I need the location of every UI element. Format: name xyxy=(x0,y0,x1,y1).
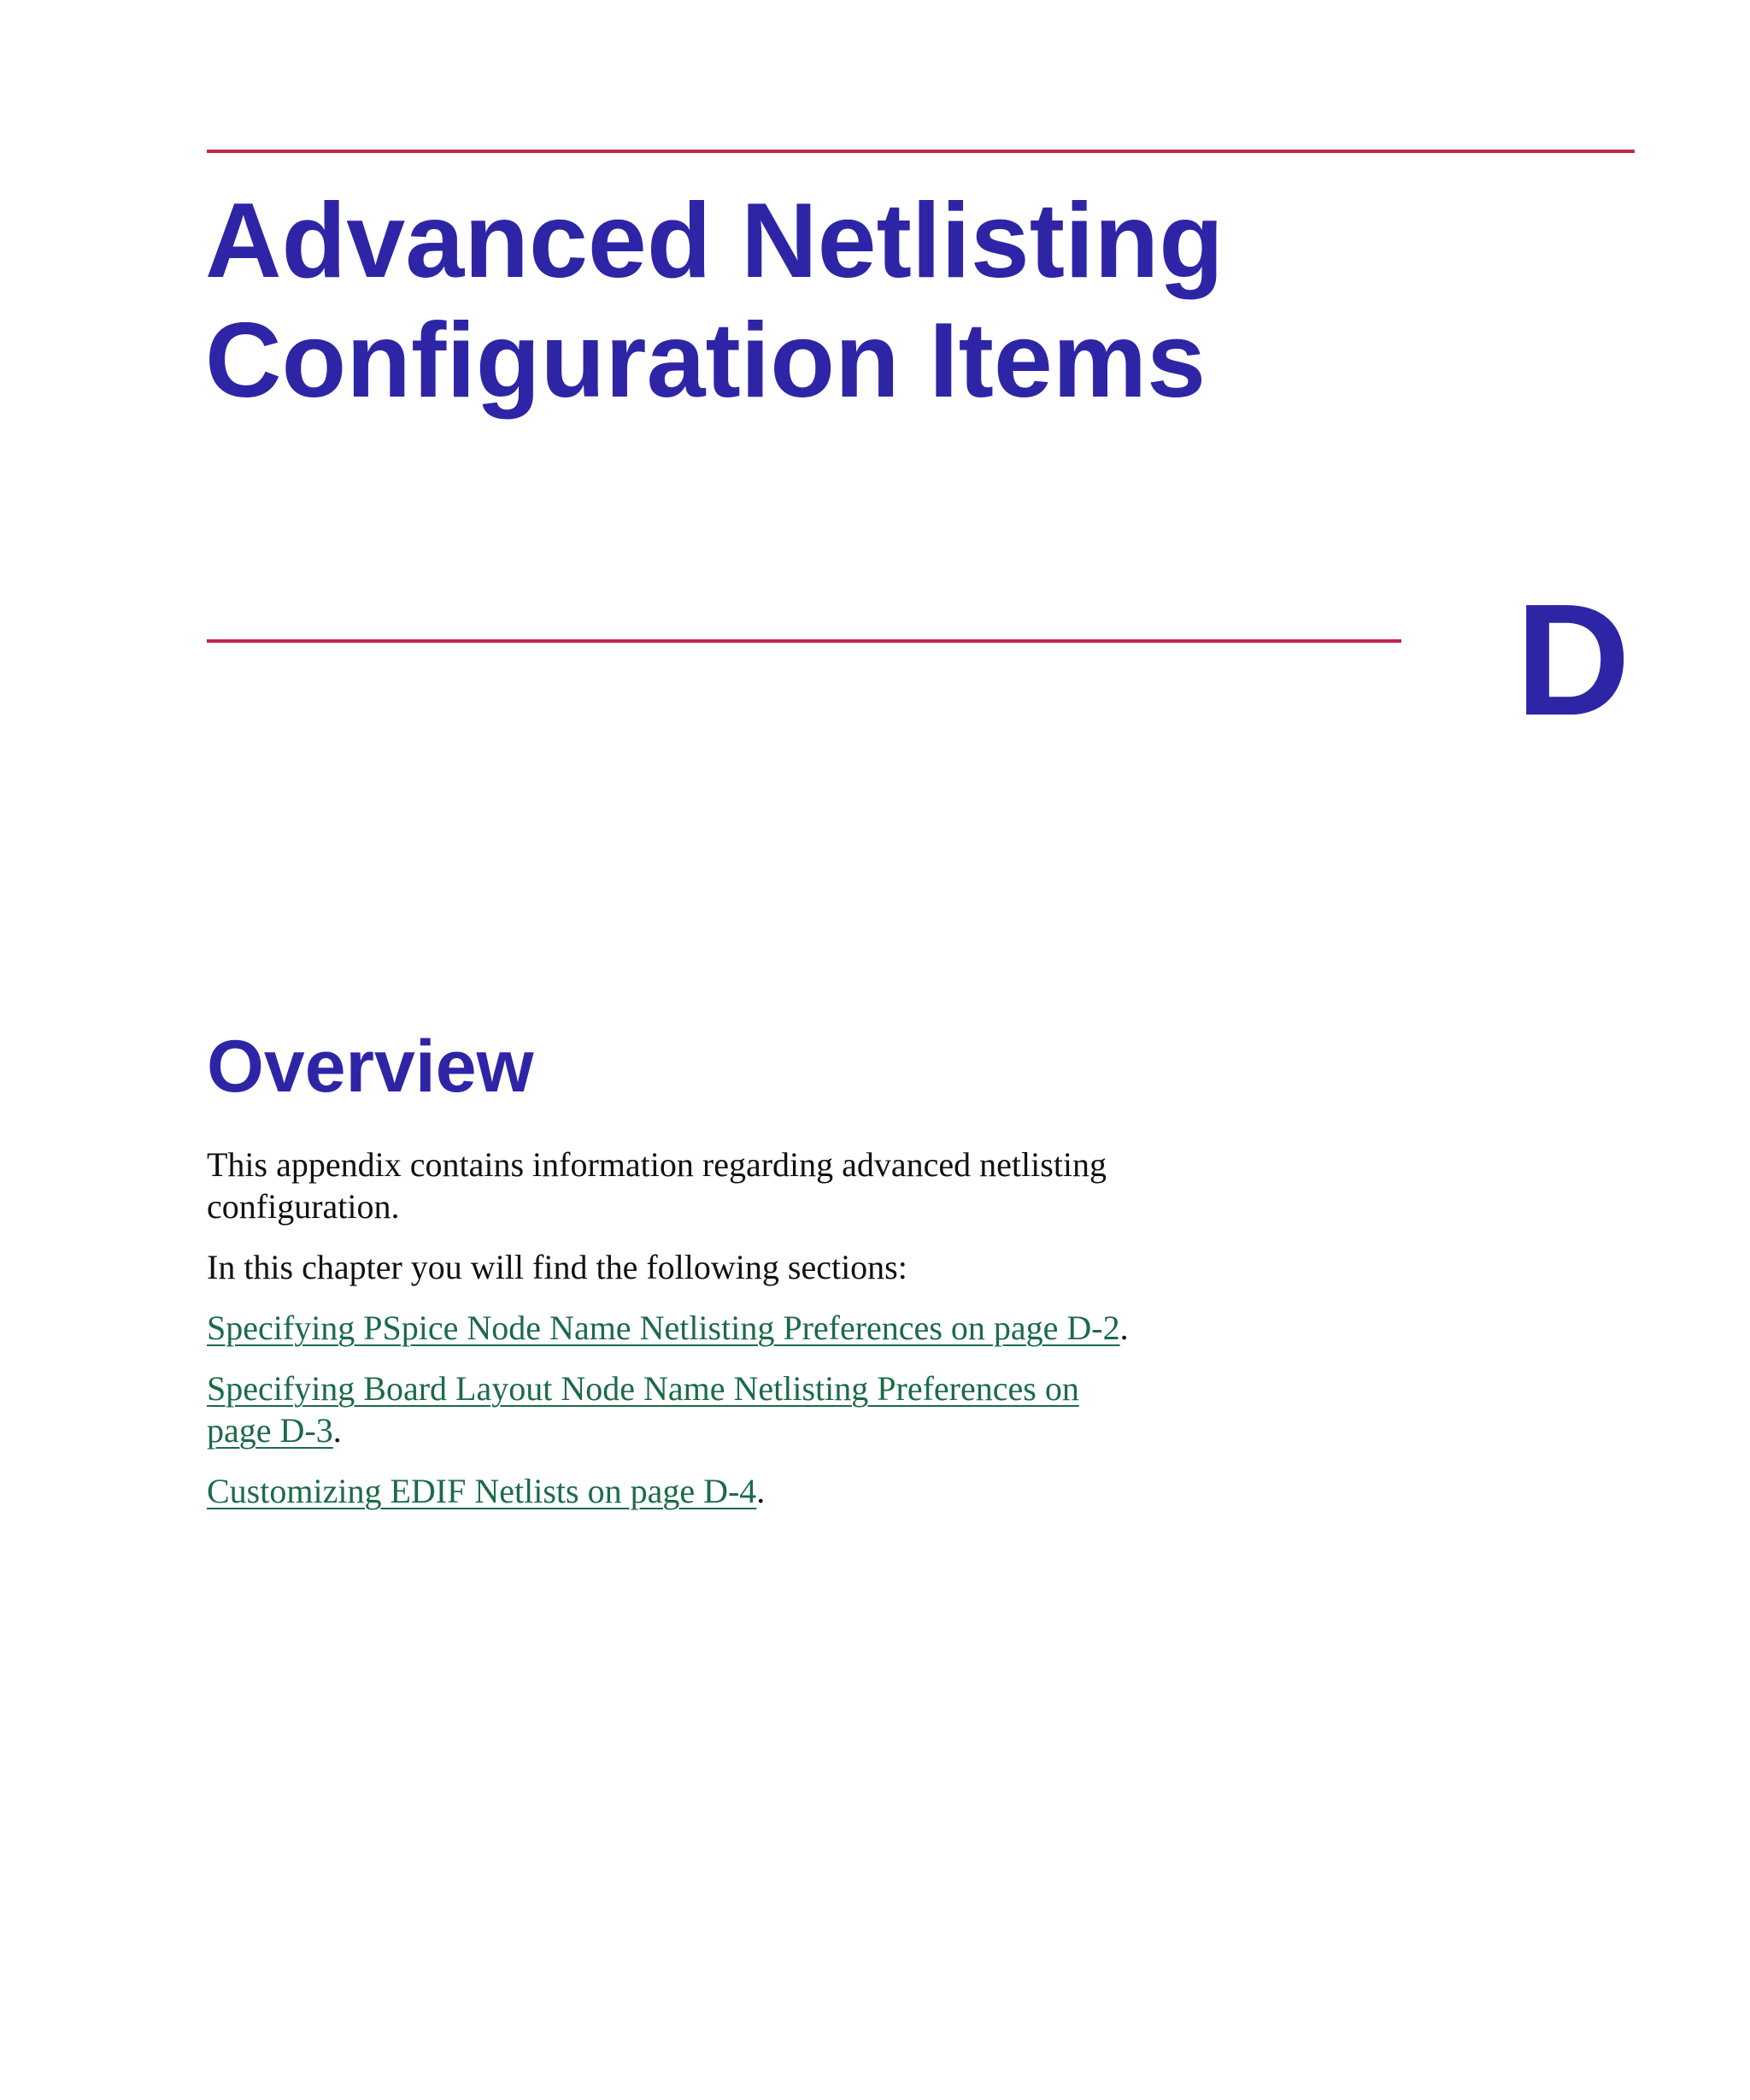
chapter-title-line-1: Advanced Netlisting xyxy=(205,182,1224,300)
intro-paragraph: This appendix contains information regarding advanced netlisting configuration. xyxy=(207,1145,1107,1226)
overview-content xyxy=(207,1144,1130,1531)
link-suffix: . xyxy=(332,1411,342,1450)
overview-heading: Overview xyxy=(207,1026,534,1108)
appendix-letter: D xyxy=(1515,572,1630,749)
section-link-item xyxy=(207,1368,1130,1451)
section-link-item xyxy=(207,1470,1130,1512)
sections-lead-paragraph: In this chapter you will find the following sections: xyxy=(207,1248,907,1286)
chapter-title xyxy=(205,181,1224,421)
link-customizing-edif-netlists[interactable]: Customizing EDIF Netlists on page D-4 xyxy=(207,1472,757,1510)
link-suffix: . xyxy=(1119,1309,1129,1347)
section-link-item xyxy=(207,1307,1130,1349)
middle-divider-rule xyxy=(207,639,1401,643)
chapter-title-line-2: Configuration Items xyxy=(205,302,1207,420)
top-divider-rule xyxy=(207,150,1635,153)
link-board-layout-node-name-preferences[interactable]: Specifying Board Layout Node Name Netlisting Preferences on page D-3 xyxy=(207,1369,1079,1450)
link-pspice-node-name-preferences[interactable]: Specifying PSpice Node Name Netlisting Preferences on page D-2 xyxy=(207,1309,1120,1347)
link-suffix: . xyxy=(756,1472,766,1510)
